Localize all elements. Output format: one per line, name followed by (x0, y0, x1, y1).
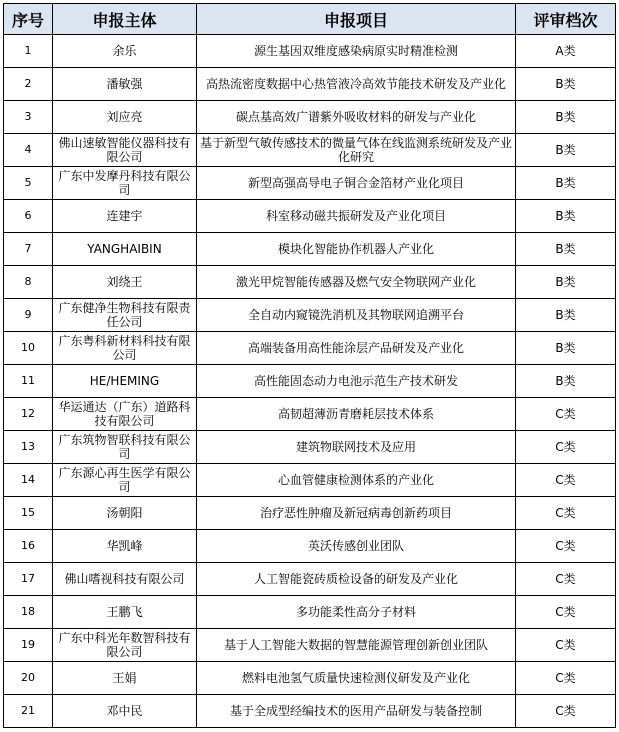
serial-number-cell: 7 (4, 233, 53, 266)
review-results-table (3, 3, 616, 728)
applicant-cell: 王娟 (53, 662, 197, 695)
table-row (4, 332, 616, 365)
review-level-cell: B类 (516, 68, 616, 101)
review-level-cell: C类 (516, 464, 616, 497)
review-level-cell: B类 (516, 134, 616, 167)
serial-number-cell: 11 (4, 365, 53, 398)
serial-number-cell: 19 (4, 629, 53, 662)
project-cell: 治疗恶性肿瘤及新冠病毒创新药项目 (197, 497, 516, 530)
serial-number-cell: 9 (4, 299, 53, 332)
serial-number-cell: 20 (4, 662, 53, 695)
table-row (4, 497, 616, 530)
project-cell: 高端装备用高性能涂层产品研发及产业化 (197, 332, 516, 365)
header-serial-number: 序号 (4, 4, 53, 35)
applicant-cell: 佛山嗜视科技有限公司 (53, 563, 197, 596)
project-cell: 高韧超薄沥青磨耗层技术体系 (197, 398, 516, 431)
review-level-cell: A类 (516, 35, 616, 68)
applicant-cell: YANGHAIBIN (53, 233, 197, 266)
applicant-cell: 汤朝阳 (53, 497, 197, 530)
review-level-cell: C类 (516, 662, 616, 695)
project-cell: 心血管健康检测体系的产业化 (197, 464, 516, 497)
review-level-cell: B类 (516, 332, 616, 365)
project-cell: 源生基因双维度感染病原实时精准检测 (197, 35, 516, 68)
review-level-cell: C类 (516, 563, 616, 596)
project-cell: 科室移动磁共振研发及产业化项目 (197, 200, 516, 233)
review-level-cell: B类 (516, 200, 616, 233)
table-row (4, 431, 616, 464)
project-cell: 基于人工智能大数据的智慧能源管理创新创业团队 (197, 629, 516, 662)
serial-number-cell: 4 (4, 134, 53, 167)
table-row (4, 365, 616, 398)
project-cell: 英沃传感创业团队 (197, 530, 516, 563)
table-row (4, 629, 616, 662)
review-level-cell: B类 (516, 266, 616, 299)
review-level-cell: C类 (516, 497, 616, 530)
review-level-cell: B类 (516, 167, 616, 200)
table-row (4, 167, 616, 200)
serial-number-cell: 17 (4, 563, 53, 596)
serial-number-cell: 10 (4, 332, 53, 365)
serial-number-cell: 16 (4, 530, 53, 563)
review-level-cell: C类 (516, 530, 616, 563)
project-cell: 全自动内窥镜洗消机及其物联网追溯平台 (197, 299, 516, 332)
applicant-cell: 广东源心再生医学有限公司 (53, 464, 197, 497)
serial-number-cell: 13 (4, 431, 53, 464)
header-review-level: 评审档次 (516, 4, 616, 35)
table-row (4, 101, 616, 134)
project-cell: 高性能固态动力电池示范生产技术研发 (197, 365, 516, 398)
serial-number-cell: 12 (4, 398, 53, 431)
review-level-cell: C类 (516, 431, 616, 464)
project-cell: 碳点基高效广谱紫外吸收材料的研发与产业化 (197, 101, 516, 134)
table-row (4, 662, 616, 695)
table-row (4, 299, 616, 332)
table-row (4, 596, 616, 629)
applicant-cell: HE/HEMING (53, 365, 197, 398)
table-row (4, 464, 616, 497)
applicant-cell: 邓中民 (53, 695, 197, 728)
applicant-cell: 潘敏强 (53, 68, 197, 101)
review-level-cell: C类 (516, 398, 616, 431)
review-level-cell: C类 (516, 596, 616, 629)
table-row (4, 35, 616, 68)
applicant-cell: 广东筑物智联科技有限公司 (53, 431, 197, 464)
project-cell: 模块化智能协作机器人产业化 (197, 233, 516, 266)
applicant-cell: 华运通达（广东）道路科技有限公司 (53, 398, 197, 431)
project-cell: 基于全成型经编技术的医用产品研发与装备控制 (197, 695, 516, 728)
project-cell: 新型高强高导电子铜合金箔材产业化项目 (197, 167, 516, 200)
applicant-cell: 王鹏飞 (53, 596, 197, 629)
table-row (4, 68, 616, 101)
header-row (4, 4, 616, 35)
project-cell: 燃料电池氢气质量快速检测仪研发及产业化 (197, 662, 516, 695)
serial-number-cell: 5 (4, 167, 53, 200)
project-cell: 建筑物联网技术及应用 (197, 431, 516, 464)
table-row (4, 266, 616, 299)
project-cell: 人工智能瓷砖质检设备的研发及产业化 (197, 563, 516, 596)
serial-number-cell: 14 (4, 464, 53, 497)
project-cell: 激光甲烷智能传感器及燃气安全物联网产业化 (197, 266, 516, 299)
table-row (4, 563, 616, 596)
applicant-cell: 连建宇 (53, 200, 197, 233)
project-cell: 基于新型气敏传感技术的微量气体在线监测系统研发及产业化研究 (197, 134, 516, 167)
table-body (4, 35, 616, 728)
table-row (4, 233, 616, 266)
applicant-cell: 广东健净生物科技有限责任公司 (53, 299, 197, 332)
review-level-cell: B类 (516, 233, 616, 266)
table-row (4, 695, 616, 728)
review-level-cell: C类 (516, 695, 616, 728)
serial-number-cell: 6 (4, 200, 53, 233)
applicant-cell: 刘绕王 (53, 266, 197, 299)
serial-number-cell: 3 (4, 101, 53, 134)
applicant-cell: 刘应亮 (53, 101, 197, 134)
project-cell: 多功能柔性高分子材料 (197, 596, 516, 629)
review-level-cell: B类 (516, 299, 616, 332)
applicant-cell: 余乐 (53, 35, 197, 68)
table-header (4, 4, 616, 35)
applicant-cell: 广东中发摩丹科技有限公司 (53, 167, 197, 200)
review-level-cell: B类 (516, 365, 616, 398)
table-row (4, 200, 616, 233)
applicant-cell: 广东中科光年数智科技有限公司 (53, 629, 197, 662)
review-level-cell: C类 (516, 629, 616, 662)
header-applicant: 申报主体 (53, 4, 197, 35)
serial-number-cell: 8 (4, 266, 53, 299)
table-row (4, 134, 616, 167)
serial-number-cell: 18 (4, 596, 53, 629)
header-project: 申报项目 (197, 4, 516, 35)
serial-number-cell: 21 (4, 695, 53, 728)
applicant-cell: 华凯峰 (53, 530, 197, 563)
project-cell: 高热流密度数据中心热管液冷高效节能技术研发及产业化 (197, 68, 516, 101)
applicant-cell: 广东粤科新材料科技有限公司 (53, 332, 197, 365)
table-row (4, 530, 616, 563)
table-row (4, 398, 616, 431)
applicant-cell: 佛山速敏智能仪器科技有限公司 (53, 134, 197, 167)
review-level-cell: B类 (516, 101, 616, 134)
serial-number-cell: 2 (4, 68, 53, 101)
serial-number-cell: 1 (4, 35, 53, 68)
serial-number-cell: 15 (4, 497, 53, 530)
